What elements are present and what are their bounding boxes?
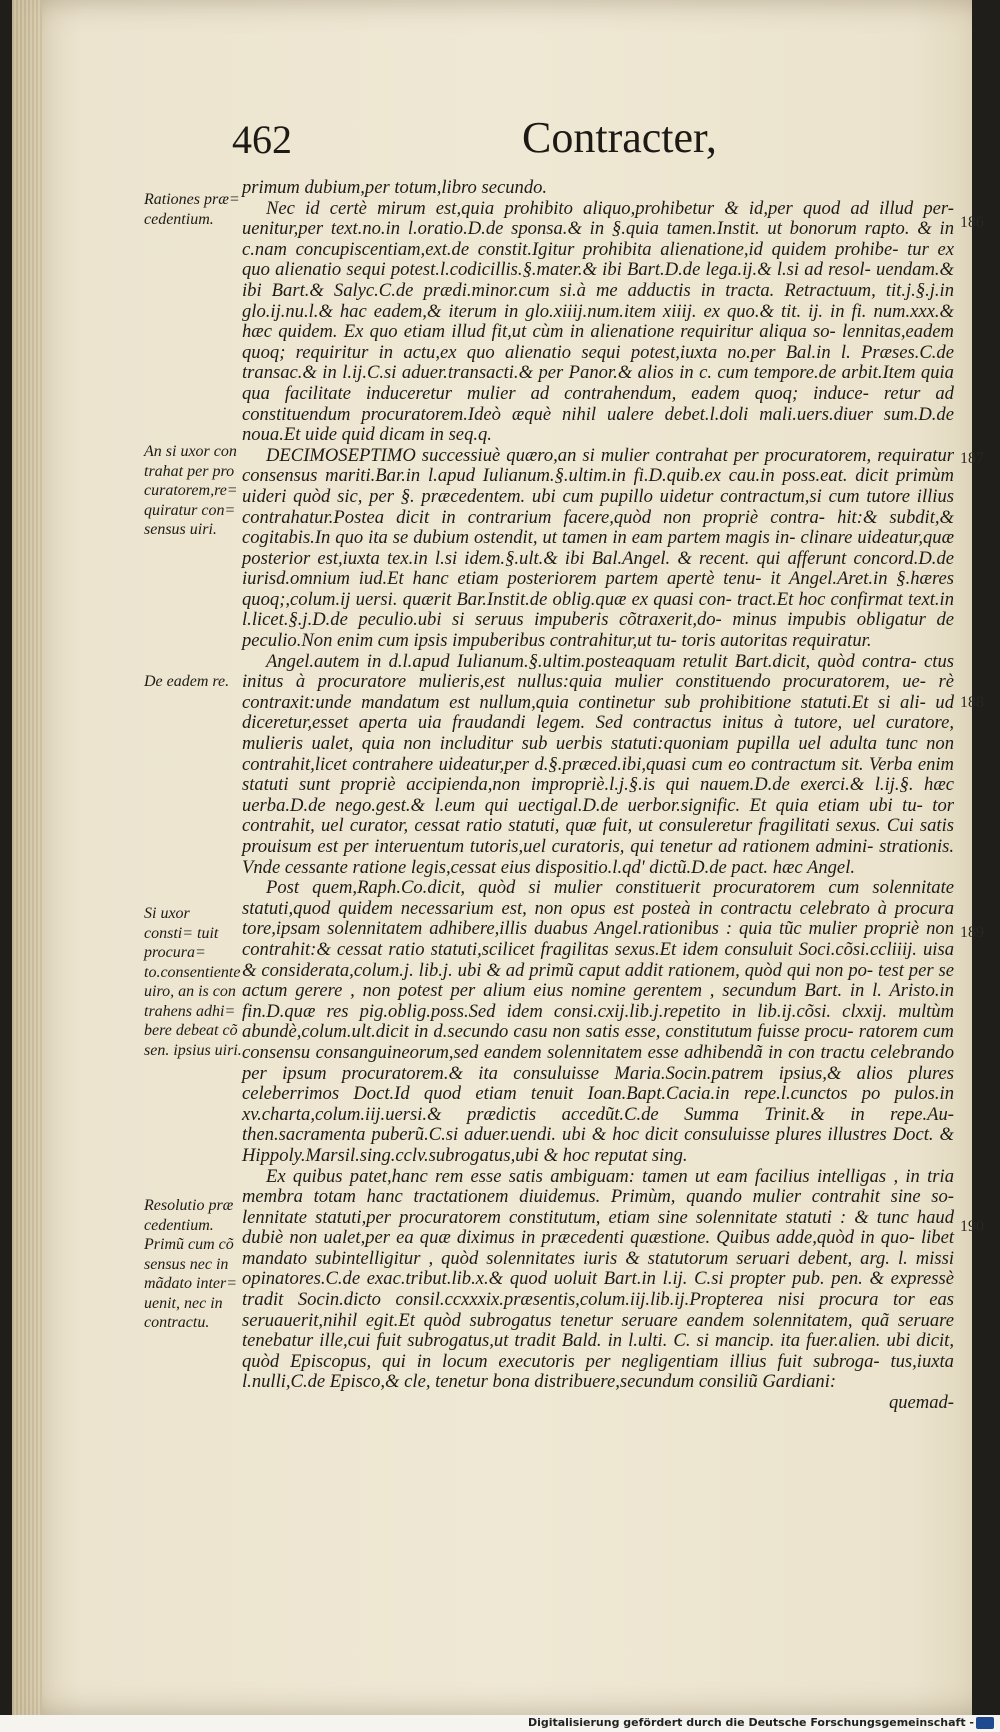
main-text: [242, 178, 954, 1414]
paragraph-number: 188: [960, 694, 984, 711]
paragraph: Nec id certè mirum est,quia prohibito aliquo,prohibetur & id,per quod ad illud per- uenitur,per text.no.in l.oratio.D.de sponsa.& in §.quia tamen.Instit. ut bonorum rapto. & in c.nam concupiscentiam,ext.de constit.Igitur prohibita alienatione,id quidem prohibe- tur ex quo alienatio sequi potest.l.codicillis.§.mater.& ibi Bart.D.de lega.ij.& l.si ad resol- uendam.& ibi Bart.& Salyc.C.de prædi.minor.cum si.à me adductis in tracta. Retractuum, tit.j.§.j.in glo.ij.nu.l.& hac eadem,& iterum in glo.xiiij.num.item xiiij. ex quo.& tit. ij. in fi. num.xxx.& hæc quidem. Ex quo etiam illud fit,ut cùm in alienatione requiritur aliqua so- lennitas,eadem quoq; requiritur in actu,ex quo alienatio sequi potest,iuxta no.per Bal.in l. Præses.C.de transac.& in l.ij.C.si aduer.transacti.& per Panor.& alios in c. cum tempore.de arbit.Item quia qua facilitate induceretur mulier ad contrahendum, eadem quoq; induce- retur ad constituendum procuratorem.Ideò æquè nihil ualere debet.l.doli mali.uers.diuer sum.D.de noua.Et uide quid dicam in seq.q.: [242, 197, 955, 446]
paragraph: primum dubium,per totum,libro secundo.: [242, 177, 548, 198]
paragraph: Ex quibus patet,hanc rem esse satis ambiguam: tamen ut eam facilius intelligas , in tria membra totam hanc tractationem diuidemus. Primùm, quando mulier contrahit sine so- lennitate statuti,per procuratorem constitutum, etiam sine solennitate statuti : & tunc haud dubiè non ualet,per ea quæ diximus in præcedenti quæstione. Quibus adde,quòd in quo- libet mandato subintelligitur , quòd solennitates iuris & statutorum seruari debent, arg. l. missi opinatores.C.de exac.tribut.lib.x.& quod uoluit Bart.in l.ij. C.si propter pub. pen. & expressè tradit Socin.dicto consil.ccxxxix.præsentis,colum.iij.lib.ij.Propterea nisi procura tor eas seruauerit,nihil egit.Et quòd subrogatus tenetur seruare eandem solennitatem, quã seruare tenebatur ille,cui fuit subrogatus,ut tradit Bald. in l.ulti. C. si mancip. ita fuer.alien. ubi dicit, quòd Episcopus, qui in locum executoris per negligentiam illius fuit subroga- tus,iuxta l.nulli,C.de Episco,& cle, tenetur bona distribuere,secundum consiliũ Gardiani:: [242, 1165, 955, 1393]
paragraph: Angel.autem in d.l.apud Iulianum.§.ultim.posteaquam retulit Bart.dicit, quòd contra- ctus initus à procuratore mulieris,est nullus:quia mulier constituendo procuratorem, ue- rè contraxit:unde mandatum est nullum,quia continetur sub prohibitione statuti.Et si ali- ud diceretur,esset aperta uia fraudandi legem. Sed contractus initus à tutore, uel curatore, mulieris ualet, quia non includitur sub uerbis statuti:quoniam pupilla uel adulta tunc non contrahit,licet contrahere uideatur,per d.§.præced.ibi,quasi cum eo contractum sit. Verba enim statuti sunt propriè accipienda,non impropriè.l.j.§.is qui nauem.D.de exerci.& l.ij.§. hæc uerba.D.de nego.gest.& l.eum qui uectigal.D.de uerbor.signific. Et quia etiam ubi tu- tor contrahit, uel curator, cessat ratio statuti, quæ fuit, ut consuleretur fragilitati sexus. Cui satis prouisum est per interuentum tutoris,uel curatoris, qui tenetur ad rationem admini- strationis. Vnde cessante ratione legis,cessat eius dispositio.l.qd' dictũ.D.de pact. hæc Angel.: [242, 650, 954, 878]
paragraph-number: 187: [960, 450, 984, 467]
digitization-stamp: [0, 1715, 1000, 1732]
paragraph: DECIMOSEPTIMO successiuè quæro,an si mulier contrahat per procuratorem, requiratur consensus mariti.Bar.in l.apud Iulianum.§.ultim.in fi.D.quib.ex cau.in poss.eat. dicit primùm uideri quòd sic, per §. præcedentem. ubi cum pupillo uidetur contractum,si cum tutore illius contrahatur.Postea dicit in contrarium facere,quòd non propriè contra- hit:& subdit,& cogitabis.In quo ita se dubium ostendit, ut tamen in eam partem magis in- clinare uideatur,quæ posterior est,iuxta tex.in l.si idem.§.ult.& ibi Bal.Angel. & recent. qui afferunt concord.D.de iurisd.omnium iud.Et hanc etiam posteriorem partem apertè tenu- it Angel.Aret.in §.hæres quoq;,colum.ij uersi. quærit Bar.Instit.de oblig.quæ ex quasi con- tract.Et hoc confirmat text.in l.licet.§.j.D.de peculio.ubi si seruus impuberis cõtraxerit,do- minus impubis obligatur de peculio.Non enim cum ipsis impuberibus contrahitur,ut tu- toris autoritas requiratur.: [242, 444, 954, 652]
catchword: quemad-: [888, 1392, 954, 1414]
book-page: [12, 0, 984, 1715]
running-title: Contracter,: [522, 113, 717, 162]
paragraph: Post quem,Raph.Co.dicit, quòd si mulier constituerit procuratorem cum solennitate statuti,quod quidem necessarium est, non opus est posteà in contractu celebrato à procura tore,ipsam solennitatem adhibere,illis duabus Angel.rationibus : quia tũc mulier propriè non contrahit:& cessat ratio statuti,scilicet fragilitas sexus.Et idem consuluit Soci.cõsi.ccliiij. uisa & considerata,colum.j. lib.j. ubi & ad primũ caput addit rationem, quòd qui non po- test per se actum gerere , non potest per alium eius nomine gerentem , secundum Bart. in l. Aristo.in fin.D.quæ res pig.oblig.poss.Sed idem consi.cxij.lib.j.repetito in lib.ij.cõsi. clxxij. multùm abundè,colum.ult.dicit in d.secundo casu non satis esse, constitutum fuisse procu- ratorem cum consensu consanguineorum,sed eandem solennitatem esse adhibendã in con tractu celebrando per ipsum procuratorem.& ita consuluisse Maria.Socin.patrem ipsius,& alios plures celeberrimos Doct.Id quod etiam tenuit Ioan.Bapt.Cacia.in repe.l.cunctos po pulos.in xv.charta,colum.iij.uersi.& prædictis accedũt.C.de Summa Trinit.& in repe.Au- then.sacramenta puberũ.C.si aduer.uendi. ubi & hoc dicit consuluisse plures illustres Doct. & Hippoly.Marsil.sing.cclv.subrogatus,ubi & hoc reputat sing.: [242, 877, 954, 1166]
margin-note: Resolutio præ cedentium. Primũ cum cõ sensus nec in mãdato inter= uenit, nec in contractu.: [144, 1197, 238, 1331]
margin-note: Rationes præ= cedentium.: [144, 191, 240, 228]
paragraph-number: 190: [960, 1218, 984, 1235]
margin-note: An si uxor con trahat per pro curatorem,re= quiratur con= sensus uiri.: [144, 443, 238, 538]
paragraph-number: 189: [960, 924, 984, 941]
paragraph-number: 186: [960, 214, 984, 231]
dfg-logo-icon: [976, 1717, 994, 1729]
page-number: 462: [232, 117, 292, 162]
stamp-text: Digitalisierung gefördert durch die Deutsche Forschungsgemeinschaft -: [527, 1716, 974, 1729]
margin-note: Si uxor consti= tuit procura= to.consentiente uiro, an is con trahens adhi= bere debeat cõ sen. ipsius uiri.: [144, 905, 242, 1059]
page-gutter: [12, 0, 42, 1715]
margin-note: De eadem re.: [144, 673, 230, 690]
page-header: [12, 112, 972, 172]
